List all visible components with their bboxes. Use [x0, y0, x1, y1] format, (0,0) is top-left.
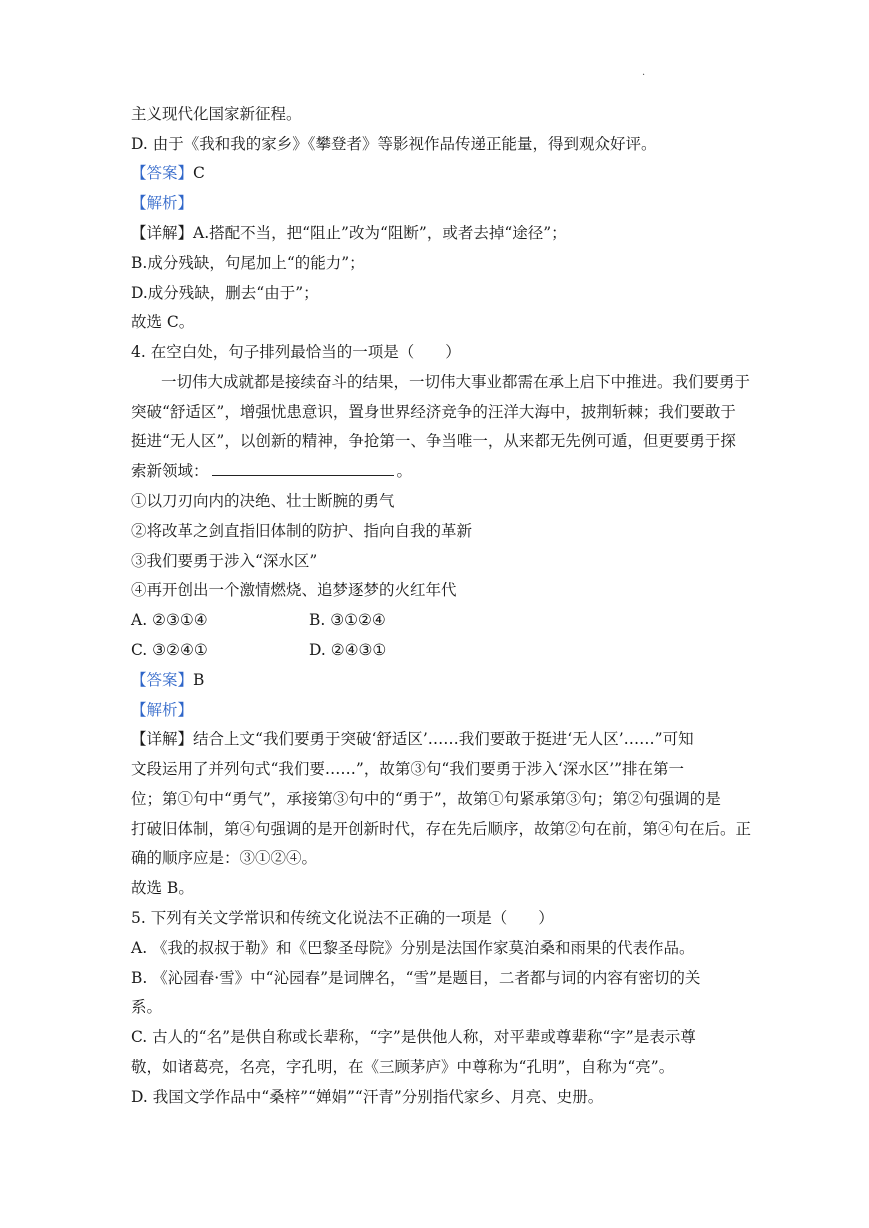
- answer-line: [131, 163, 751, 183]
- analysis-tag: 【解析】: [131, 194, 194, 212]
- passage-text: 。: [396, 462, 413, 480]
- passage-line: 挺进“无人区”，以创新的精神，争抢第一、争当唯一，从来都无先例可遁，但更要勇于探: [131, 432, 736, 450]
- option-d: D. 由于《我和我的家乡》《攀登者》等影视作品传递正能量，得到观众好评。: [131, 135, 657, 153]
- detail-tag: 【详解】: [131, 224, 194, 242]
- detail-line: [131, 729, 751, 749]
- passage-line: 突破“舒适区”，增强忧患意识，置身世界经济竞争的汪洋大海中，披荆斩棘；我们要敢于: [131, 403, 736, 421]
- passage-line: 一切伟大成就都是接续奋斗的结果，一切伟大事业都需在承上启下中推进。我们要勇于: [161, 373, 751, 391]
- detail-line: 文段运用了并列句式“我们要……”，故第③句“我们要勇于涉入‘深水区’”排在第一: [131, 760, 685, 778]
- option-a: A. ②③①④: [131, 611, 208, 629]
- option-c: C. ③②④①: [131, 641, 208, 659]
- answer-tag: 【答案】: [131, 671, 194, 689]
- question-4: 4. 在空白处，句子排列最恰当的一项是（ ）: [131, 343, 461, 361]
- detail-text: 结合上文“我们要勇于突破‘舒适区’……我们要敢于挺进‘无人区’……”可知: [193, 730, 694, 748]
- question-5: 5. 下列有关文学常识和传统文化说法不正确的一项是（ ）: [131, 909, 554, 927]
- answer-value: C: [193, 164, 205, 182]
- q5-option-c-cont: 敬，如诸葛亮，名亮，字孔明，在《三顾茅庐》中尊称为“孔明”，自称为“亮”。: [131, 1058, 675, 1076]
- text-line: 主义现代化国家新征程。: [131, 105, 302, 123]
- answer-value: B: [193, 671, 205, 689]
- q5-option-c: C. 古人的“名”是供自称或长辈称，“字”是供他人称，对平辈或尊辈称“字”是表示尊: [131, 1028, 696, 1046]
- detail-line: 确的顺序应是：③①②④。: [131, 849, 318, 867]
- detail-line: [131, 223, 751, 243]
- sentence-1: ①以刀刃向内的决绝、壮士断腕的勇气: [131, 492, 395, 510]
- text-line: 故选 B。: [131, 879, 194, 897]
- analysis-tag: 【解析】: [131, 701, 194, 719]
- sentence-2: ②将改革之剑直指旧体制的防护、指向自我的革新: [131, 522, 473, 540]
- passage-line: [131, 461, 751, 481]
- q5-option-d: D. 我国文学作品中“桑梓”“婵娟”“汗青”分别指代家乡、月亮、史册。: [131, 1088, 604, 1106]
- text-line: D.成分残缺，删去“由于”；: [131, 284, 319, 302]
- q5-option-a: A. 《我的叔叔于勒》和《巴黎圣母院》分别是法国作家莫泊桑和雨果的代表作品。: [131, 939, 695, 957]
- option-b: B. ③①②④: [309, 611, 386, 629]
- detail-line: 位；第①句中“勇气”，承接第③句中的“勇于”，故第①句紧承第③句；第②句强调的是: [131, 790, 721, 808]
- option-d: D. ②④③①: [309, 641, 387, 659]
- q5-option-b: B. 《沁园春·雪》中“沁园春”是词牌名，“雪”是题目，二者都与词的内容有密切的关: [131, 969, 701, 987]
- fill-blank: [212, 461, 394, 476]
- sentence-3: ③我们要勇于涉入“深水区”: [131, 552, 318, 570]
- detail-text: A.搭配不当，把“阻止”改为“阻断”，或者去掉“途径”；: [193, 224, 567, 242]
- detail-tag: 【详解】: [131, 730, 194, 748]
- q5-option-b-cont: 系。: [131, 998, 163, 1016]
- answer-line: [131, 670, 751, 690]
- passage-text: 索新领域：: [131, 462, 209, 480]
- page-mark: ·: [642, 70, 646, 81]
- sentence-4: ④再开创出一个激情燃烧、追梦逐梦的火红年代: [131, 581, 457, 599]
- text-line: 故选 C。: [131, 313, 195, 331]
- text-line: B.成分残缺，句尾加上“的能力”；: [131, 254, 365, 272]
- detail-line: 打破旧体制，第④句强调的是开创新时代，存在先后顺序，故第②句在前，第④句在后。正: [131, 820, 752, 838]
- answer-tag: 【答案】: [131, 164, 194, 182]
